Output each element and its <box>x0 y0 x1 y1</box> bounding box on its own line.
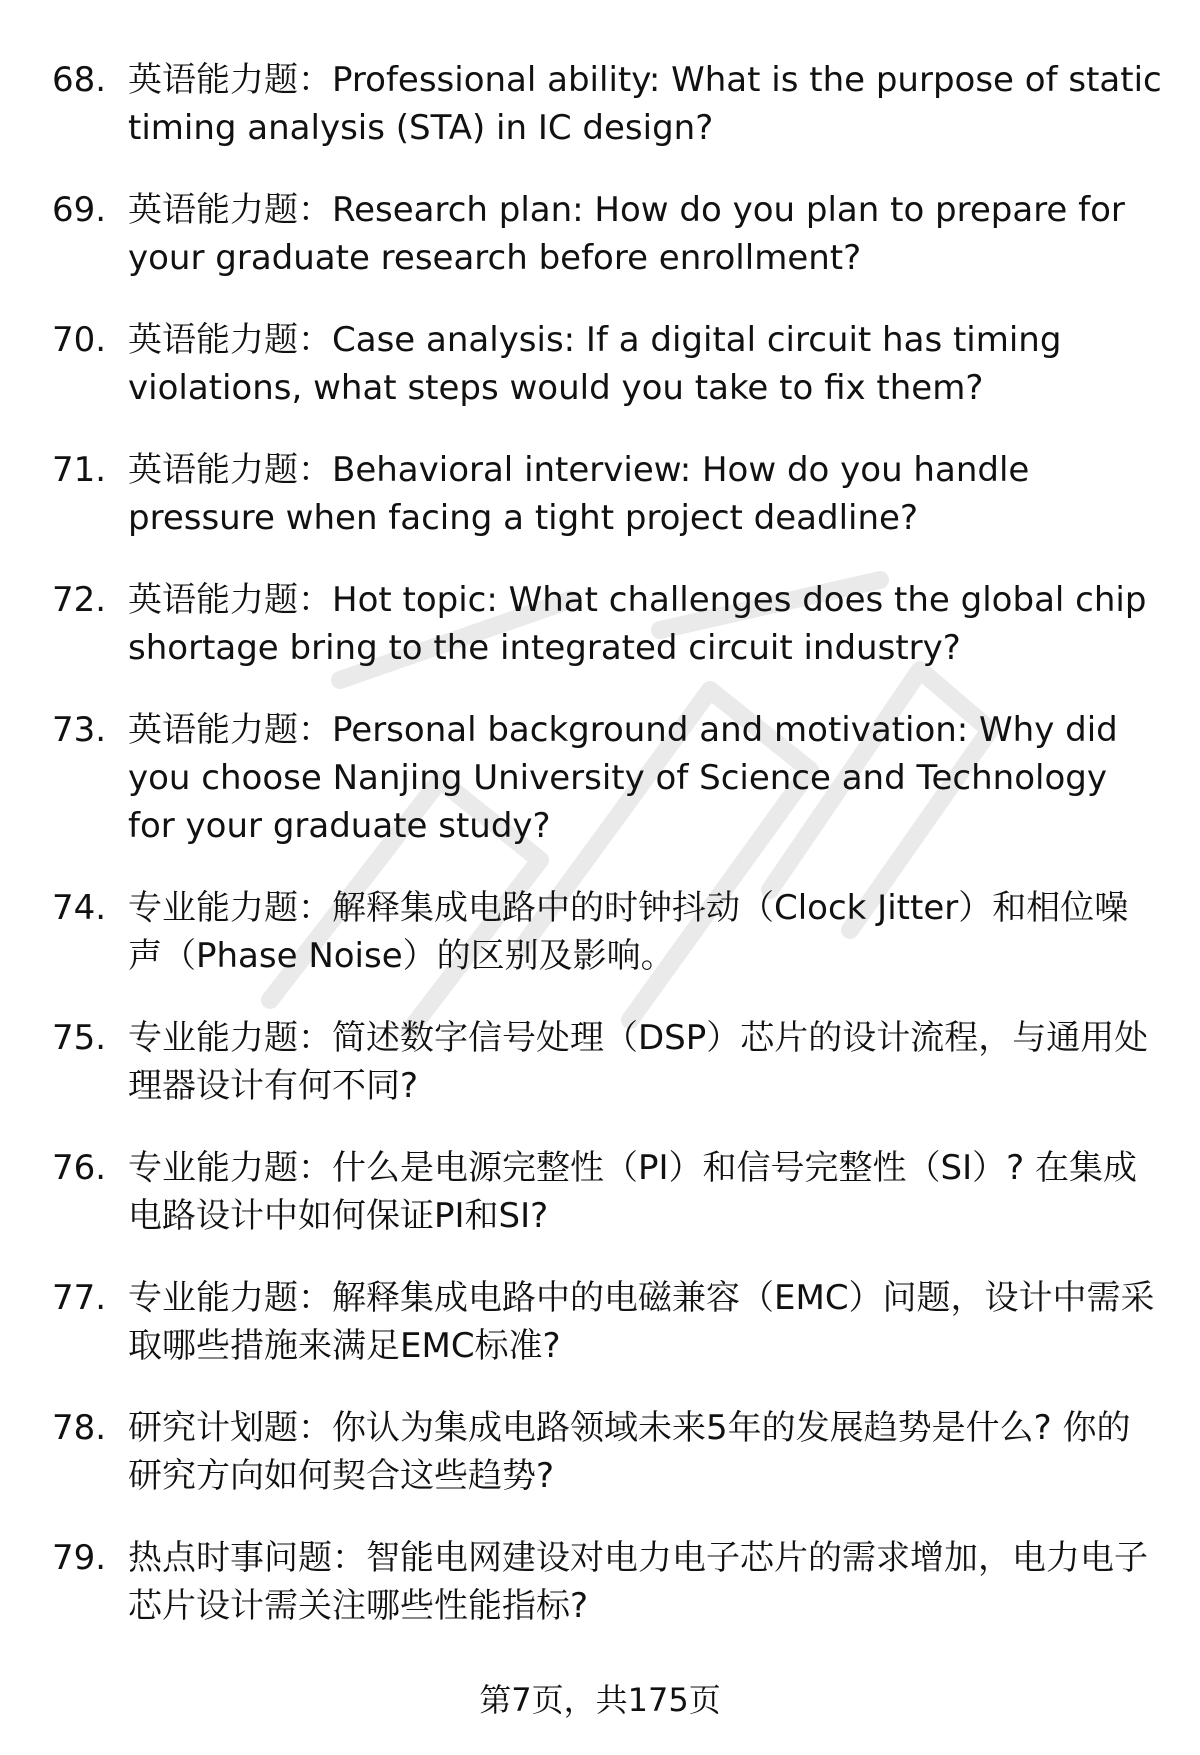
question-text: 专业能力题：解释集成电路中的时钟抖动（Clock Jitter）和相位噪声（Phase Noise）的区别及影响。 <box>128 888 1129 976</box>
question-list <box>52 56 1162 1664</box>
question-number: 75. <box>52 1018 107 1058</box>
list-item <box>52 706 1162 850</box>
question-text: 英语能力题：Hot topic: What challenges does the global chip shortage bring to the integrated circuit industry? <box>128 580 1147 668</box>
question-number: 71. <box>52 450 107 490</box>
list-item <box>52 446 1162 542</box>
page-footer <box>0 1678 1200 1722</box>
question-text: 英语能力题：Research plan: How do you plan to prepare for your graduate research before enrollment? <box>128 190 1125 278</box>
list-item <box>52 576 1162 672</box>
question-number: 77. <box>52 1278 107 1318</box>
question-text: 专业能力题：什么是电源完整性（PI）和信号完整性（SI）? 在集成电路设计中如何保证PI和SI? <box>128 1148 1137 1236</box>
list-item <box>52 1534 1162 1630</box>
question-text: 热点时事问题：智能电网建设对电力电子芯片的需求增加，电力电子芯片设计需关注哪些性能指标? <box>128 1538 1148 1626</box>
question-number: 78. <box>52 1408 107 1448</box>
question-number: 69. <box>52 190 107 230</box>
page-number-label: 第7页，共175页 <box>479 1681 721 1719</box>
list-item <box>52 56 1162 152</box>
question-text: 专业能力题：简述数字信号处理（DSP）芯片的设计流程，与通用处理器设计有何不同? <box>128 1018 1149 1106</box>
question-number: 73. <box>52 710 107 750</box>
list-item <box>52 884 1162 980</box>
list-item <box>52 316 1162 412</box>
question-number: 72. <box>52 580 107 620</box>
question-number: 68. <box>52 60 107 100</box>
question-text: 英语能力题：Case analysis: If a digital circuit has timing violations, what steps would you take to fix them? <box>128 320 1062 408</box>
question-text: 研究计划题：你认为集成电路领域未来5年的发展趋势是什么? 你的研究方向如何契合这些趋势? <box>128 1408 1131 1496</box>
question-number: 70. <box>52 320 107 360</box>
question-text: 英语能力题：Professional ability: What is the purpose of static timing analysis (STA) in IC design? <box>128 60 1162 148</box>
question-text: 英语能力题：Behavioral interview: How do you handle pressure when facing a tight project deadline? <box>128 450 1030 538</box>
list-item <box>52 1014 1162 1110</box>
list-item <box>52 1404 1162 1500</box>
question-number: 79. <box>52 1538 107 1578</box>
question-text: 英语能力题：Personal background and motivation: Why did you choose Nanjing University of Science and Technology for your graduate study? <box>128 710 1118 846</box>
list-item <box>52 1274 1162 1370</box>
list-item <box>52 186 1162 282</box>
question-text: 专业能力题：解释集成电路中的电磁兼容（EMC）问题，设计中需采取哪些措施来满足EMC标准? <box>128 1278 1155 1366</box>
question-number: 74. <box>52 888 107 928</box>
question-number: 76. <box>52 1148 107 1188</box>
list-item <box>52 1144 1162 1240</box>
